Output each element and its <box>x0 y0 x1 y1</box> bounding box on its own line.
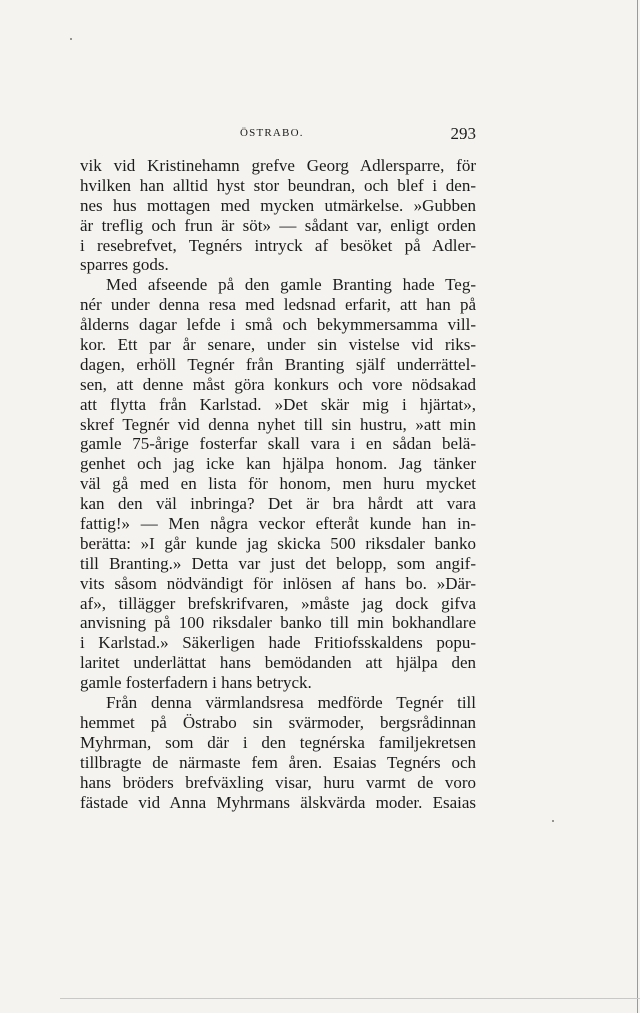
text-line: Från denna värmlandsresa medförde Tegnér till <box>106 693 476 713</box>
text-line: sen, att denne måst göra konkurs och vore nödsakad <box>80 374 476 394</box>
scan-edge-bottom <box>60 998 640 999</box>
text-line: hans bröders brefväxling visar, huru varmt de voro <box>80 772 476 792</box>
body-text <box>80 156 476 812</box>
scan-edge-right <box>637 0 638 1013</box>
text-line: Med afseende på den gamle Branting hade Teg- <box>106 275 476 295</box>
text-line: nes hus mottagen med mycken utmärkelse. »Gubben <box>80 195 476 215</box>
text-line: berätta: »I går kunde jag skicka 500 riksdaler banko <box>80 533 476 553</box>
text-line: kan den väl inbringa? Det är bra hårdt att vara <box>80 494 476 514</box>
text-line: gamle 75-årige fosterfar skall vara i en sådan belä- <box>80 434 476 454</box>
text-line: fattig!» — Men några veckor efteråt kunde han in- <box>80 514 476 534</box>
scan-speck <box>70 38 72 40</box>
text-line: skref Tegnér vid denna nyhet till sin hustru, »att min <box>80 414 476 434</box>
page-header <box>80 124 476 148</box>
text-line: till Branting.» Detta var just det belopp, som angif- <box>80 553 476 573</box>
text-line: är treflig och frun är söt» — sådant var, enligt orden <box>80 215 476 235</box>
running-head: ÖSTRABO. <box>240 127 304 139</box>
text-line: anvisning på 100 riksdaler banko till min bokhandlare <box>80 613 476 633</box>
scan-speck <box>552 820 554 822</box>
text-line: sparres gods. <box>80 255 169 275</box>
text-line: hemmet på Östrabo sin svärmoder, bergsrådinnan <box>80 712 476 732</box>
text-line: fästade vid Anna Myhrmans älskvärda moder. Esaias <box>80 792 476 812</box>
page-number: 293 <box>450 124 476 143</box>
text-line: laritet underlättat hans bemödanden att hjälpa den <box>80 653 476 673</box>
text-line: dagen, erhöll Tegnér från Branting själf underrättel- <box>80 354 476 374</box>
text-line: i Karlstad.» Säkerligen hade Fritiofsskaldens popu- <box>80 633 476 653</box>
text-line: genhet och jag icke kan hjälpa honom. Jag tänker <box>80 454 476 474</box>
text-line: i resebrefvet, Tegnérs intryck af besöket på Adler- <box>80 235 476 255</box>
text-line: vik vid Kristinehamn grefve Georg Adlersparre, för <box>80 156 476 175</box>
text-line: att flytta från Karlstad. »Det skär mig i hjärtat», <box>80 394 476 414</box>
text-line: gamle fosterfadern i hans betryck. <box>80 673 312 693</box>
text-line: vits såsom nödvändigt för inlösen af hans bo. »Där- <box>80 573 476 593</box>
text-line: nér under denna resa med ledsnad erfarit, att han på <box>80 295 476 315</box>
text-line: hvilken han alltid hyst stor beundran, och blef i den- <box>80 175 476 195</box>
text-line: Myhrman, som där i den tegnérska familjekretsen <box>80 732 476 752</box>
text-line: af», tillägger brefskrifvaren, »måste jag dock gifva <box>80 593 476 613</box>
text-line: ålderns dagar lefde i små och bekymmersamma vill- <box>80 315 476 335</box>
text-line: kor. Ett par år senare, under sin vistelse vid riks- <box>80 335 476 355</box>
text-line: tillbragte de närmaste fem åren. Esaias Tegnérs och <box>80 752 476 772</box>
text-line: väl gå med en lista för honom, men huru mycket <box>80 474 476 494</box>
